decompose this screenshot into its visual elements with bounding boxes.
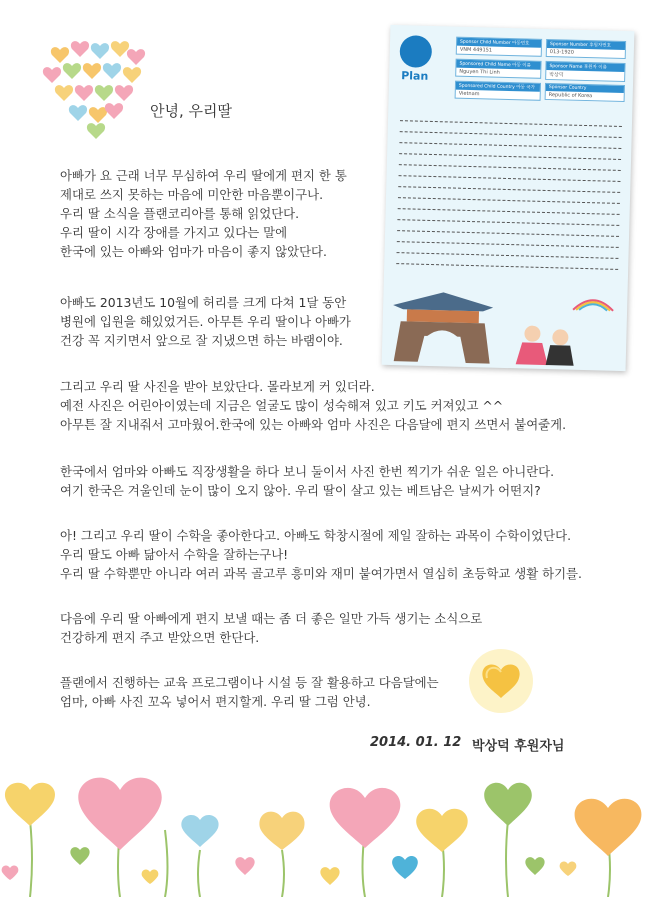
letter-line: 병원에 입원을 해있었거든. 아무튼 우리 딸이나 아빠가: [60, 314, 351, 329]
letter-paragraph-1: [60, 166, 620, 261]
plan-logo-icon: [399, 35, 432, 68]
letter-line: 아빠가 요 근래 너무 무심하여 우리 딸에게 편지 한 통: [60, 168, 347, 183]
letter-line: 아빠도 2013년도 10월에 허리를 크게 다쳐 1달 동안: [60, 295, 347, 310]
scan-field: Sponsor Name 후원자 이름 박상덕: [545, 61, 625, 82]
letter-line: 제대로 쓰지 못하는 마음에 미안한 마음뿐이구나.: [60, 187, 324, 202]
letter-line: 건강 꼭 지키면서 앞으로 잘 지냈으면 하는 바램이야.: [60, 333, 343, 348]
scan-field: Sponsored Child Name 아동 이름 Nguyen Thi Linh: [455, 59, 541, 79]
letter-paragraph-5: [60, 526, 620, 583]
scan-field: Sponsored Child Country 아동 국가 Vietnam: [455, 81, 541, 101]
signature-date: 2014. 01. 12: [370, 735, 462, 750]
letter-line: 아! 그리고 우리 딸이 수학을 좋아한다고. 아빠도 학창시절에 제일 잘하는 과목이 수학이었단다.: [60, 528, 572, 543]
colored-hearts: [2, 778, 642, 885]
footer-hearts-decoration: [0, 760, 652, 897]
letter-line: 엄마, 아빠 사진 꼬옥 넣어서 편지할게. 우리 딸 그럼 안녕.: [60, 694, 371, 709]
letter-line: 아무튼 잘 지내줘서 고마웠어.한국에 있는 아빠와 엄마 사진은 다음달에 편지 쓰면서 붙여줄게.: [60, 417, 567, 432]
letter-greeting: 안녕, 우리딸: [150, 102, 232, 120]
letter-line: 다음에 우리 딸 아빠에게 편지 보낼 때는 좀 더 좋은 일만 가득 생기는 소식으로: [60, 611, 483, 626]
letter-line: 우리 딸 소식을 플랜코리아를 통해 읽었단다.: [60, 206, 300, 221]
letter-line: 예전 사진은 어린아이였는데 지금은 얼굴도 많이 성숙해져 있고 키도 커져있고 ^^: [60, 398, 504, 413]
scan-field: Sponsor Country Republic of Korea: [545, 83, 625, 102]
letter-line: 우리 딸도 아빠 닮아서 수학을 잘하는구나!: [60, 547, 289, 562]
letter-paragraph-6: [60, 609, 620, 647]
letter-line: 우리 딸이 시각 장애를 가지고 있다는 말에: [60, 225, 288, 240]
signature-name: 박상덕 후원자님: [472, 739, 565, 754]
scan-field: Sponsor Number 후원자번호 013-1920: [546, 39, 626, 59]
letter-line: 우리 딸 수학뿐만 아니라 여러 과목 골고루 흥미와 재미 붙여가면서 열심히 초등학교 생활 하기를.: [60, 566, 582, 581]
letter-line: 건강하게 편지 주고 받았으면 한단다.: [60, 630, 260, 645]
plan-logo-text: Plan: [400, 69, 429, 83]
letter-paragraph-3: [60, 377, 620, 434]
letter-line: 플랜에서 진행하는 교육 프로그램이나 시설 등 잘 활용하고 다음달에는: [60, 675, 439, 690]
letter-line: 여기 한국은 겨울인데 눈이 많이 오지 않아. 우리 딸이 살고 있는 베트남은 날씨가 어떤지?: [60, 483, 541, 498]
scan-field: Sponsor Child Number 아동번호 VNM 449151: [456, 37, 542, 57]
letter-line: 그리고 우리 딸 사진을 받아 보았단다. 몰라보게 커 있더라.: [60, 379, 375, 394]
letter-paragraph-2: [60, 293, 620, 350]
letter-line: 한국에 있는 아빠와 엄마가 마음이 좋지 않았단다.: [60, 244, 327, 259]
yellow-heart-icon: [468, 648, 534, 714]
heart-cluster-decoration: [40, 30, 150, 140]
letter-line: 한국에서 엄마와 아빠도 직장생활을 하다 보니 둘이서 사진 한번 찍기가 쉬운 일은 아니란다.: [60, 464, 555, 479]
letter-paragraph-7: [60, 673, 620, 711]
small-hearts-icon: [43, 41, 145, 139]
letter-paragraph-4: [60, 462, 620, 500]
